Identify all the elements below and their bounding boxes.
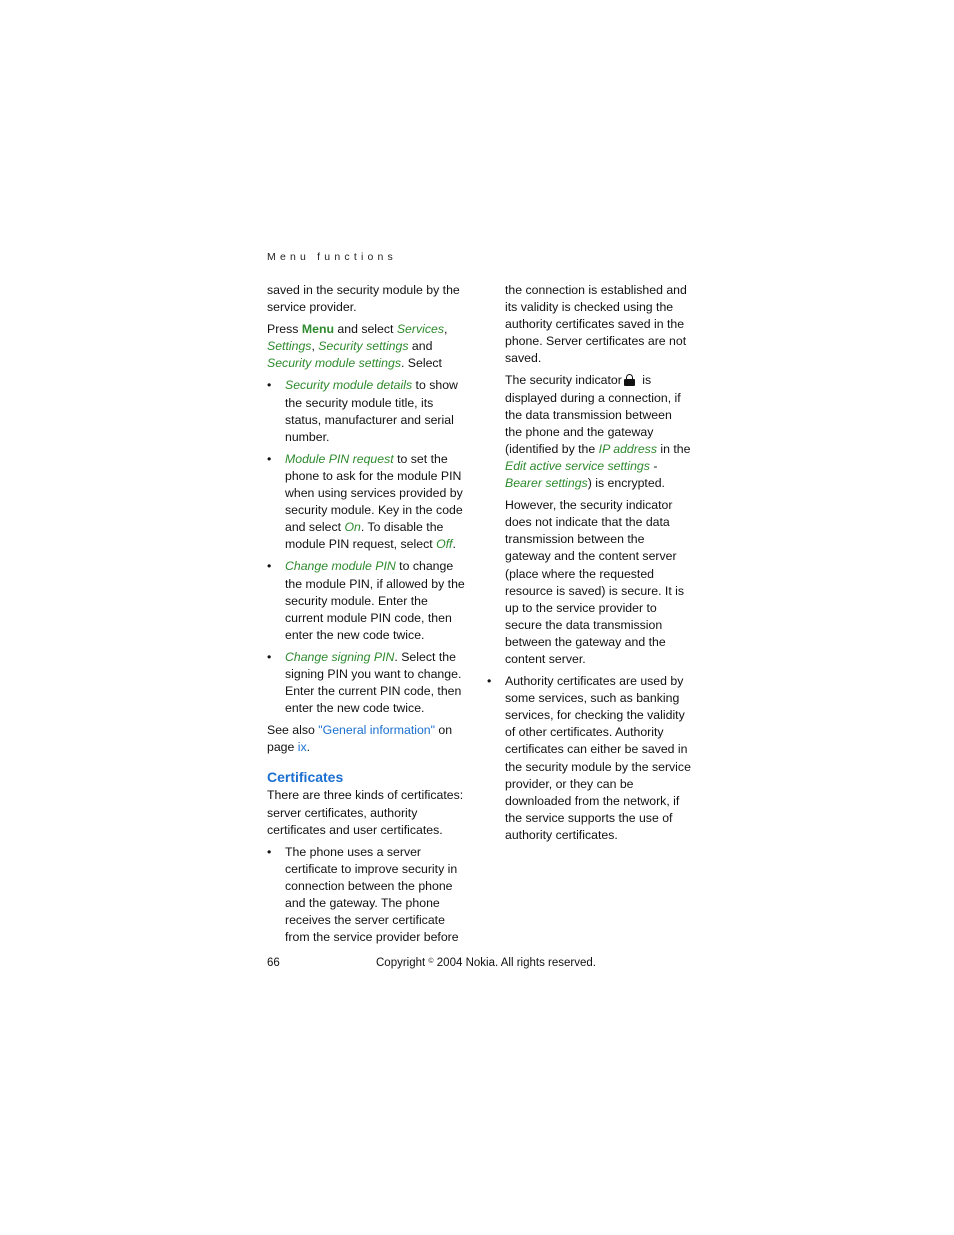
copyright-notice: Copyright © 2004 Nokia. All rights reserved. — [376, 957, 596, 969]
paragraph-certificates-intro: There are three kinds of certificates: server certificates, authority certificates and user certificates. — [267, 788, 464, 837]
menu-key-label: Menu — [301, 322, 334, 337]
running-header: Menu functions — [267, 251, 398, 263]
paragraph-intro: saved in the security module by the service provider. — [267, 283, 460, 315]
right-column — [487, 282, 691, 849]
paragraph-press-menu: Press Menu and select Services, Settings, Security settings and Security module settings. Select — [267, 322, 448, 371]
authority-certificate-text: Authority certificates are used by some services, such as banking services, for checking the validity of other certificates. Authority certificates can either be saved in the security module by the service provider, or they can be downloaded from the network, if the service supports the use of authority certificates. — [505, 674, 691, 842]
link-general-information[interactable]: "General information" — [318, 723, 436, 738]
term-ip-address: IP address — [598, 441, 657, 456]
menu-path-security-settings: Security settings — [318, 339, 409, 354]
term-bearer-settings: Bearer settings — [505, 476, 588, 491]
paragraph-server-cert-continued: the connection is established and its validity is checked using the authority certificates saved in the phone. Server certificates are not saved. — [505, 283, 687, 366]
paragraph-security-indicator: The security indicator is displayed during a connection, if the data transmission between the phone and the gateway (identified by the IP address in the Edit active service settings - Bearer settings) is encrypted. — [505, 373, 691, 491]
list-item: • The phone uses a server certificate to improve security in connection between the phone and the gateway. The phone receives the server certificate from the service provider before — [267, 844, 459, 945]
option-change-signing-pin: Change signing PIN — [285, 649, 395, 664]
list-item: • Change module PIN to change the module PIN, if allowed by the security module. Enter the current module PIN code, then enter the new code twice. — [267, 559, 465, 642]
option-module-pin-request: Module PIN request — [285, 451, 394, 466]
term-edit-active-service-settings: Edit active service settings — [505, 458, 650, 473]
page-number: 66 — [267, 957, 280, 969]
lock-icon — [624, 374, 635, 386]
link-page-ix[interactable]: ix — [297, 740, 307, 755]
left-column — [267, 282, 467, 951]
list-item: • Module PIN request to set the phone to ask for the module PIN when using services provided by security module. Key in the code and select On. To disable the module PIN request, select Off. — [267, 451, 463, 552]
paragraph-see-also: See also "General information" on page ix. — [267, 723, 453, 755]
list-item: • Authority certificates are used by some services, such as banking services, for checking the validity of other certificates. Authority certificates can either be saved in the security module by the service provider, or they can be downloaded from the network, if the service supports the use of authority certificates. — [487, 674, 691, 842]
menu-path-services: Services — [396, 322, 445, 337]
list-item: • Change signing PIN. Select the signing PIN you want to change. Enter the current PIN code, then enter the new code twice. — [267, 649, 462, 716]
option-change-module-pin: Change module PIN — [285, 559, 396, 574]
paragraph-indicator-caveat: However, the security indicator does not indicate that the data transmission between the gateway and the content server (place where the requested resource is saved) is secure. It is up to the service provider to secure the data transmission between the gateway and the content server. — [505, 498, 685, 666]
certificates-list-right — [487, 673, 691, 844]
option-off: Off — [436, 537, 453, 552]
list-item: • Security module details to show the security module title, its status, manufacturer and serial number. — [267, 378, 458, 444]
certificates-list-left — [267, 844, 467, 947]
option-security-module-details: Security module details — [285, 378, 413, 393]
server-certificate-text: The phone uses a server certificate to improve security in connection between the phone and the gateway. The phone receives the server certificate from the service provider before — [285, 844, 459, 945]
section-heading-certificates: Certificates — [267, 769, 344, 786]
menu-path-security-module-settings: Security module settings — [267, 356, 401, 371]
menu-path-settings: Settings — [267, 339, 312, 354]
option-on: On — [344, 520, 361, 535]
security-options-list — [267, 377, 467, 717]
